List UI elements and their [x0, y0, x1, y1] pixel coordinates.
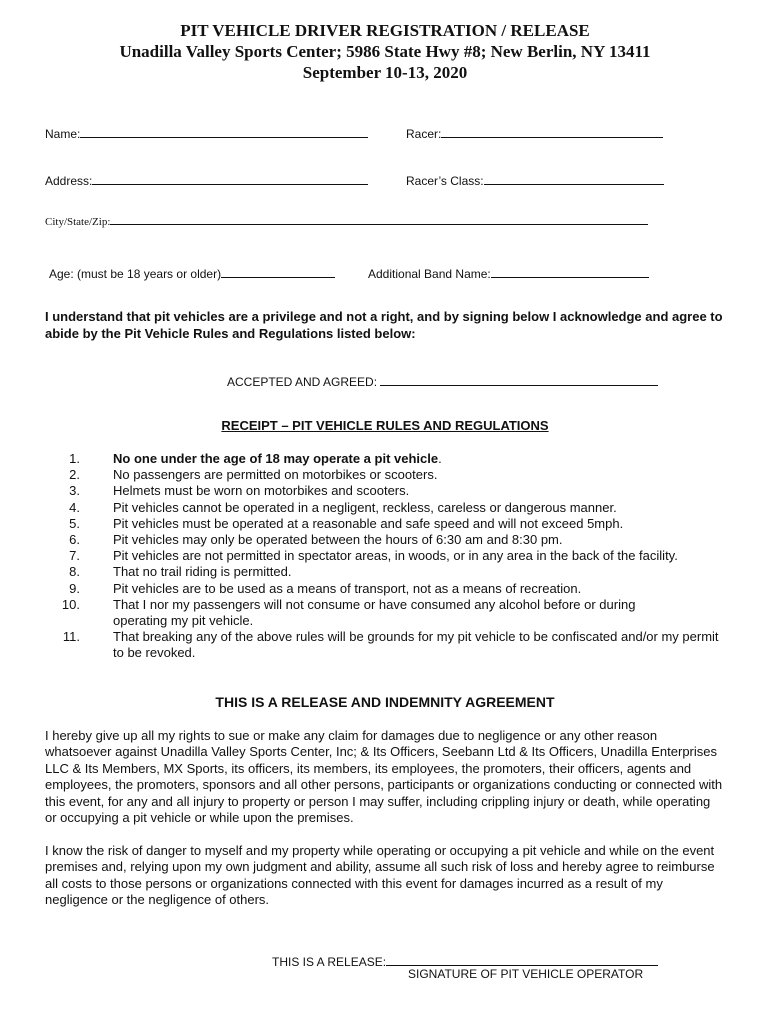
rule-item: Pit vehicles are not permitted in spectator areas, in woods, or in any area in the back of the facility. [113, 548, 678, 564]
rule-number: 1. [69, 451, 80, 466]
city-state-zip-input-line[interactable] [110, 214, 648, 225]
rule-item: That breaking any of the above rules will be grounds for my pit vehicle to be confiscated and/or my permit to be revoked. [113, 629, 719, 661]
age-input-line[interactable] [221, 265, 335, 278]
name-field-row [45, 125, 368, 141]
release-paragraph-2: I know the risk of danger to myself and my property while operating or occupying a pit vehicle and while on the event premises and, relying upon my own judgment and ability, assume all such risk of loss and hereby agree to reimburse all costs to those persons or organizations connected with this event for damages incurred as a result of my negligence or the negligence of others. [45, 843, 715, 908]
rules-heading: RECEIPT – PIT VEHICLE RULES AND REGULATIONS [221, 418, 549, 433]
racers-class-field-row [406, 172, 664, 188]
signature-caption: SIGNATURE OF PIT VEHICLE OPERATOR [408, 967, 644, 981]
rules-list [0, 451, 770, 671]
racers-class-label: Racer’s Class: [406, 174, 484, 188]
rule-number: 7. [69, 548, 80, 564]
rule-item: Pit vehicles cannot be operated in a negligent, reckless, careless or dangerous manner. [113, 499, 617, 515]
racer-field-row [406, 125, 663, 141]
racers-class-input-line[interactable] [484, 172, 664, 185]
accepted-label: ACCEPTED AND AGREED: [227, 375, 378, 389]
rule-item: Pit vehicles may only be operated between the hours of 6:30 am and 8:30 pm. [113, 532, 563, 547]
rules-heading-wrap [0, 417, 770, 435]
address-input-line[interactable] [92, 172, 368, 185]
release-heading: THIS IS A RELEASE AND INDEMNITY AGREEMENT [215, 694, 555, 710]
racer-input-line[interactable] [441, 125, 663, 138]
rule-item: That no trail riding is permitted. [113, 564, 292, 580]
rule-item: Pit vehicles must be operated at a reasonable and safe speed and will not exceed 5mph. [113, 515, 624, 531]
additional-band-input-line[interactable] [491, 265, 649, 278]
rule-item: No passengers are permitted on motorbikes or scooters. [113, 467, 438, 483]
address-label: Address: [45, 174, 93, 188]
city-state-zip-label: City/State/Zip: [45, 216, 111, 228]
form-title: PIT VEHICLE DRIVER REGISTRATION / RELEASE [180, 21, 590, 40]
rule-item [113, 451, 723, 467]
event-dates: September 10-13, 2020 [302, 63, 468, 82]
racer-label: Racer: [406, 127, 442, 141]
rule-item: Pit vehicles are to be used as a means of transport, not as a means of recreation. [113, 580, 582, 596]
rule-item: That I nor my passengers will not consume or have consumed any alcohol before or during operating my pit vehicle. [113, 596, 636, 628]
rule-number: 8. [69, 564, 80, 580]
rule-suffix: . [438, 451, 442, 466]
rule-number: 6. [69, 532, 80, 547]
venue-line: Unadilla Valley Sports Center; 5986 State Hwy #8; New Berlin, NY 13411 [119, 42, 651, 61]
signature-line[interactable] [386, 953, 658, 966]
acknowledgement-text: I understand that pit vehicles are a privilege and not a right, and by signing below I acknowledge and agree to abide by the Pit Vehicle Rules and Regulations listed below: [45, 309, 723, 341]
city-state-zip-field-row [45, 214, 648, 228]
rule-number: 9. [69, 580, 80, 596]
rule-item: Helmets must be worn on motorbikes and scooters. [113, 483, 410, 499]
rule-number: 2. [69, 467, 80, 483]
address-field-row [45, 172, 368, 188]
rule-number: 4. [69, 499, 80, 515]
accepted-row [227, 373, 658, 389]
name-input-line[interactable] [80, 125, 368, 138]
accepted-signature-line[interactable] [380, 373, 658, 386]
rule-number: 3. [69, 483, 80, 499]
rule-number: 10. [61, 596, 80, 612]
rule-number: 5. [69, 515, 80, 531]
additional-band-field-row [368, 265, 649, 281]
age-label: Age: (must be 18 years or older) [49, 267, 222, 281]
rule-number: 11. [62, 629, 80, 645]
name-label: Name: [45, 127, 81, 141]
rule-text: No one under the age of 18 may operate a pit vehicle [113, 451, 439, 466]
release-paragraph-1: I hereby give up all my rights to sue or make any claim for damages due to negligence or any other reason whatsoever against Unadilla Valley Sports Center, Inc; & Its Officers, Seebann Ltd & Its Officers, Unadilla Enterprises LLC & Its Members, MX Sports, its officers, its members, its employees, the promoters, their officers, agents and employees, the promoters, sponsors and all other persons, participants or organizations conducting or connected with this event, for any and all injury to property or person I may suffer, including crippling injury or death, while operating or occupying a pit vehicle or while upon the premises. [45, 728, 723, 826]
additional-band-label: Additional Band Name: [368, 267, 491, 281]
age-field-row [49, 265, 335, 281]
signature-label: THIS IS A RELEASE: [272, 955, 387, 969]
